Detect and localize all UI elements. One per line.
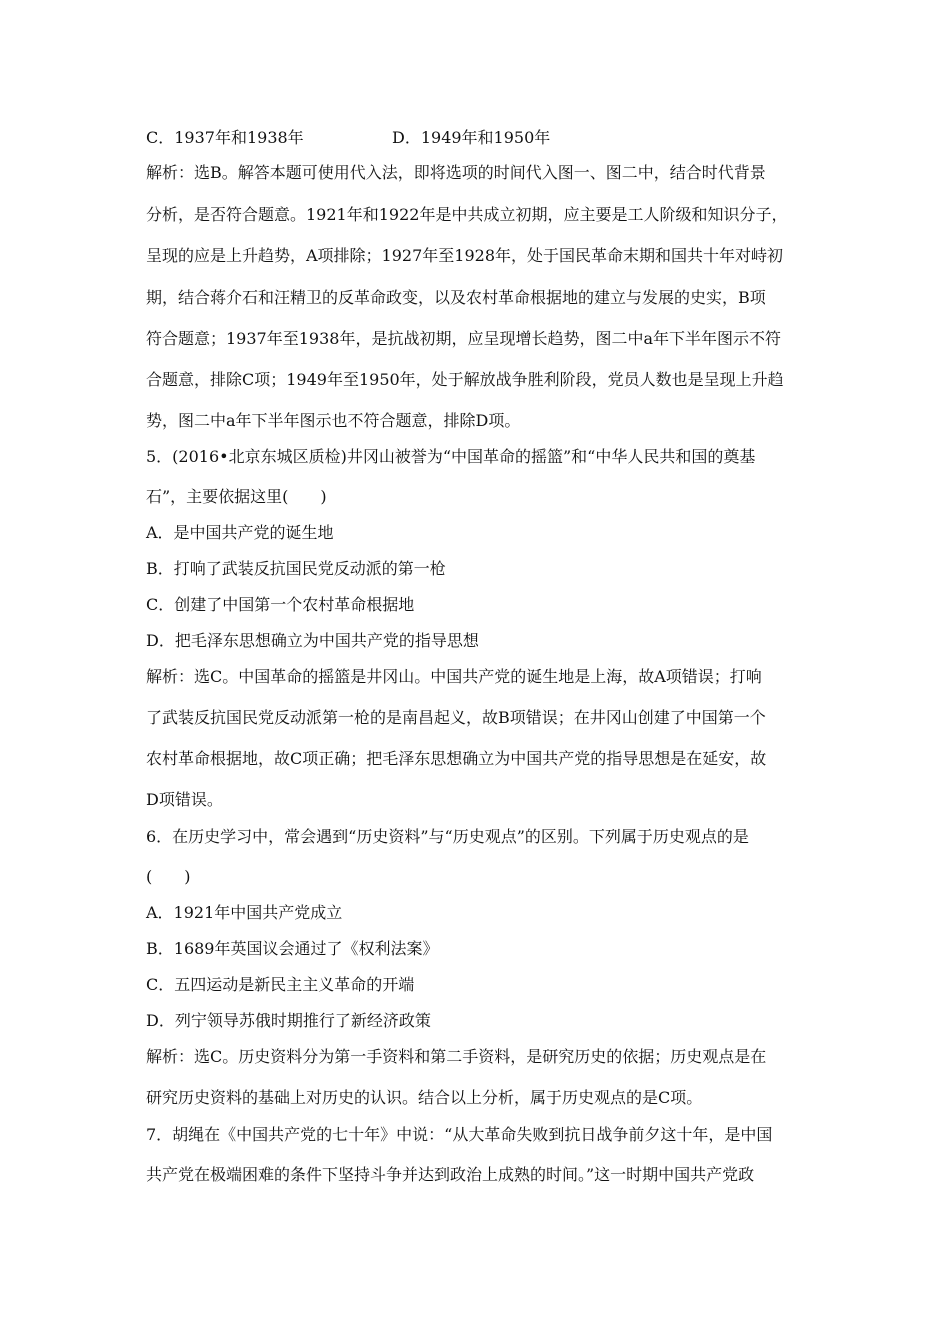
q6-option-d: D．列宁领导苏俄时期推行了新经济政策: [146, 1011, 431, 1030]
q5-analysis-line: 解析：选C。中国革命的摇篮是井冈山。中国共产党的诞生地是上海，故A项错误；打响: [146, 667, 762, 686]
q7-stem-line: 7．胡绳在《中国共产党的七十年》中说：“从大革命失败到抗日战争前夕这十年，是中国: [146, 1125, 773, 1144]
q6-stem-line: 6．在历史学习中，常会遇到“历史资料”与“历史观点”的区别。下列属于历史观点的是: [146, 827, 749, 846]
q4-analysis-line: 势，图二中a年下半年图示也不符合题意，排除D项。: [146, 411, 521, 430]
q6-option-b: B．1689年英国议会通过了《权利法案》: [146, 939, 439, 958]
q5-stem-line: 石”，主要依据这里( ): [146, 487, 327, 506]
q4-analysis-line: 期，结合蒋介石和汪精卫的反革命政变，以及农村革命根据地的建立与发展的史实，B项: [146, 288, 766, 307]
q4-analysis-line: 分析，是否符合题意。1921年和1922年是中共成立初期，应主要是工人阶级和知识分子，: [146, 205, 788, 224]
q4-analysis-line: 合题意，排除C项；1949年至1950年，处于解放战争胜利阶段，党员人数也是呈现上升趋: [146, 370, 784, 389]
q5-option-c: C．创建了中国第一个农村革命根据地: [146, 595, 415, 614]
q4-analysis-line: 解析：选B。解答本题可使用代入法，即将选项的时间代入图一、图二中，结合时代背景: [146, 163, 766, 182]
q4-option-c: C．1937年和1938年: [146, 128, 304, 147]
q4-option-d: D．1949年和1950年: [392, 128, 551, 147]
q7-stem-line: 共产党在极端困难的条件下坚持斗争并达到政治上成熟的时间。”这一时期中国共产党政: [146, 1165, 755, 1184]
q4-analysis-line: 呈现的应是上升趋势，A项排除；1927年至1928年，处于国民革命末期和国共十年对峙初: [146, 246, 783, 265]
q6-analysis-line: 研究历史资料的基础上对历史的认识。结合以上分析，属于历史观点的是C项。: [146, 1088, 703, 1107]
q6-option-a: A．1921年中国共产党成立: [146, 903, 343, 922]
q4-analysis-line: 符合题意；1937年至1938年，是抗战初期，应呈现增长趋势，图二中a年下半年图示不符: [146, 329, 781, 348]
q4-options-cd: [146, 127, 550, 149]
q5-analysis-line: 了武装反抗国民党反动派第一枪的是南昌起义，故B项错误；在井冈山创建了中国第一个: [146, 708, 766, 727]
q6-option-c: C．五四运动是新民主主义革命的开端: [146, 975, 415, 994]
q5-analysis-line: D项错误。: [146, 790, 223, 809]
q5-stem-line: 5．(2016•北京东城区质检)井冈山被誉为“中国革命的摇篮”和“中华人民共和国的奠基: [146, 447, 756, 466]
q6-analysis-line: 解析：选C。历史资料分为第一手资料和第二手资料，是研究历史的依据；历史观点是在: [146, 1047, 767, 1066]
q6-stem-line: ( ): [146, 867, 191, 886]
q5-option-b: B．打响了武装反抗国民党反动派的第一枪: [146, 559, 446, 578]
q5-option-a: A．是中国共产党的诞生地: [146, 523, 334, 542]
q5-analysis-line: 农村革命根据地，故C项正确；把毛泽东思想确立为中国共产党的指导思想是在延安，故: [146, 749, 767, 768]
q5-option-d: D．把毛泽东思想确立为中国共产党的指导思想: [146, 631, 479, 650]
